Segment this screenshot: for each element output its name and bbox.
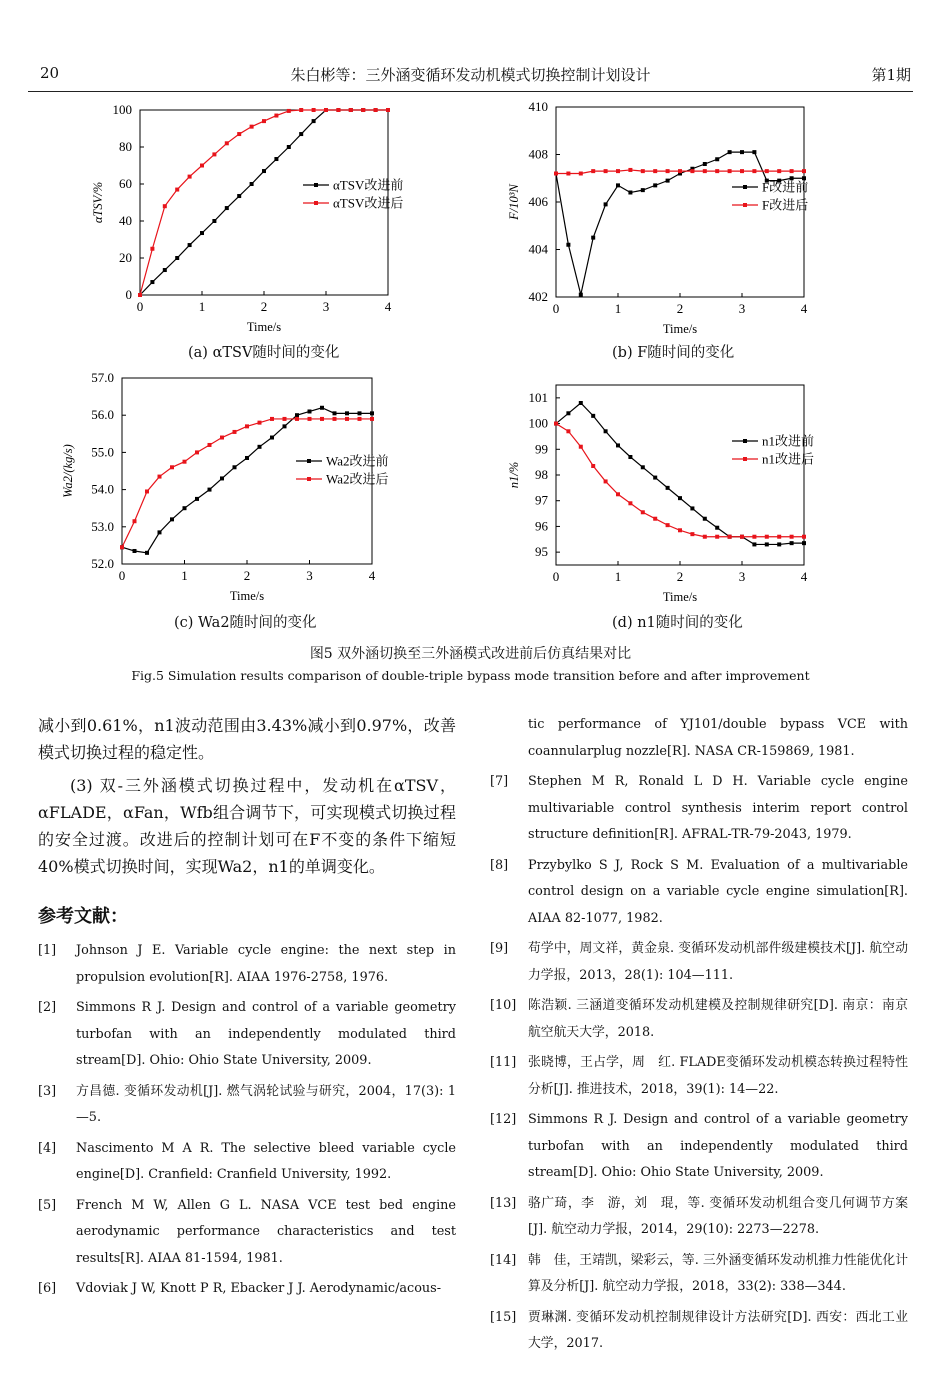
data-point [188, 175, 192, 179]
data-point [287, 145, 291, 149]
page-number: 20 [40, 64, 60, 82]
data-point [336, 108, 340, 112]
data-point [150, 247, 154, 251]
data-point [566, 243, 570, 247]
reference-item [490, 1248, 908, 1301]
data-point [641, 465, 645, 469]
data-point [566, 411, 570, 415]
y-tick-label: 97 [535, 492, 548, 508]
data-point [604, 479, 608, 483]
reference-text: Nascimento M A R. The selective bleed variable cycle engine[D]. Cranfield: Cranfield University, 1992. [76, 1140, 456, 1182]
legend-label: Wa2改进后 [326, 471, 389, 487]
data-point [274, 157, 278, 161]
data-point [628, 455, 632, 459]
y-tick-label: 101 [528, 389, 548, 405]
chart-b-thrust [470, 95, 941, 345]
data-point [566, 429, 570, 433]
data-point [554, 172, 558, 176]
data-point [358, 417, 362, 421]
data-point [802, 541, 806, 545]
chart-a-alpha-tsv [0, 95, 470, 345]
x-tick-label: 4 [800, 569, 808, 584]
reference-item [38, 1193, 456, 1273]
left-column [38, 712, 456, 1307]
reference-number: [14] [490, 1252, 517, 1268]
data-point [604, 169, 608, 173]
reference-text: 方昌德. 变循环发动机[J]. 燃气涡轮试验与研究，2004，17(3): 1—5. [76, 1083, 456, 1125]
data-point [802, 169, 806, 173]
reference-item [490, 993, 908, 1046]
data-point [133, 549, 137, 553]
y-tick-label: 98 [535, 467, 548, 482]
reference-text: 陈浩颖. 三涵道变循环发动机建模及控制规律研究[D]. 南京：南京航空航天大学，2018. [528, 998, 908, 1040]
data-point [579, 401, 583, 405]
subcaption-d: (d) n1随时间的变化 [612, 615, 743, 631]
references-list-right [490, 712, 908, 1358]
references-list-left [38, 938, 456, 1303]
data-point [765, 542, 769, 546]
data-point [641, 510, 645, 514]
y-tick-label: 53.0 [91, 518, 114, 534]
data-point [283, 417, 287, 421]
data-point [262, 169, 266, 173]
data-point [163, 204, 167, 208]
reference-text: Stephen M R, Ronald L D H. Variable cycle engine multivariable control synthesis interim report control structure definition[R]. AFRAL-TR-79-2043, 1979. [528, 774, 908, 842]
data-point [183, 506, 187, 510]
x-tick-label: 2 [243, 568, 251, 583]
reference-number: [12] [490, 1112, 517, 1127]
data-point [195, 450, 199, 454]
data-point [120, 545, 124, 549]
data-point [312, 108, 316, 112]
legend-label: αTSV改进后 [333, 195, 404, 211]
x-tick-label: 1 [614, 569, 622, 584]
data-point [225, 141, 229, 145]
data-point [690, 506, 694, 510]
reference-number: [2] [38, 1000, 57, 1015]
data-point [728, 150, 732, 154]
data-point [765, 169, 769, 173]
reference-number: [8] [490, 857, 509, 873]
data-point [765, 535, 769, 539]
data-point [740, 150, 744, 154]
header-rule [28, 91, 913, 92]
data-point [690, 169, 694, 173]
reference-text: 苟学中，周文祥，黄金泉. 变循环发动机部件级建模技术[J]. 航空动力学报，2013，28(1): 104—111. [528, 941, 908, 983]
data-point [250, 125, 254, 129]
x-tick-label: 2 [676, 569, 684, 584]
x-axis-label: Time/s [662, 322, 698, 336]
legend-label: F改进前 [762, 179, 809, 195]
legend-marker [743, 203, 747, 207]
x-tick-label: 2 [676, 301, 684, 316]
data-point [641, 188, 645, 192]
data-point [628, 168, 632, 172]
data-point [283, 424, 287, 428]
x-tick-label: 3 [306, 568, 313, 583]
data-point [628, 191, 632, 195]
data-point [678, 528, 682, 532]
data-point [212, 152, 216, 156]
data-point [752, 535, 756, 539]
data-point [616, 183, 620, 187]
data-point [262, 119, 266, 123]
body-paragraph-2: (3) 双-三外涵模式切换过程中，发动机在αTSV，αFLADE，αFan，Wfb组合调节下，可实现模式切换过程的安全过渡。改进后的控制计划可在F不变的条件下缩短40%模式切换时间，实现Wa2，n1的单调变化。 [38, 776, 456, 876]
data-point [715, 157, 719, 161]
data-point [361, 108, 365, 112]
data-point [370, 411, 374, 415]
reference-item [490, 769, 908, 849]
data-point [666, 179, 670, 183]
reference-item [490, 1107, 908, 1187]
data-point [299, 132, 303, 136]
data-point [715, 169, 719, 173]
legend-marker [314, 183, 318, 187]
y-tick-label: 100 [112, 102, 132, 117]
data-point [175, 188, 179, 192]
data-point [678, 496, 682, 500]
data-point [245, 456, 249, 460]
data-point [158, 530, 162, 534]
data-point [616, 169, 620, 173]
body-paragraph-1: 减小到0.61%，n1波动范围由3.43%减小到0.97%，改善模式切换过程的稳定性。 [38, 716, 456, 762]
reference-text: 骆广琦，李 游，刘 琨，等. 变循环发动机组合变几何调节方案[J]. 航空动力学报，2014，29(10): 2273—2278. [528, 1195, 908, 1237]
reference-number: [13] [490, 1195, 517, 1211]
x-tick-label: 3 [322, 299, 330, 314]
reference-number: [4] [38, 1140, 57, 1156]
x-axis-label: Time/s [662, 590, 698, 604]
data-point [233, 465, 237, 469]
data-point [345, 417, 349, 421]
x-tick-label: 0 [552, 569, 560, 584]
data-point [200, 164, 204, 168]
data-point [802, 535, 806, 539]
reference-item [38, 1136, 456, 1189]
data-point [579, 293, 583, 297]
reference-item [490, 1191, 908, 1244]
data-point [579, 445, 583, 449]
data-point [790, 535, 794, 539]
y-tick-label: 80 [119, 139, 132, 154]
y-tick-label: 99 [535, 441, 548, 457]
reference-item [38, 1276, 456, 1303]
data-point [308, 417, 312, 421]
reference-item [490, 853, 908, 933]
reference-text: 韩 佳，王靖凯，梁彩云，等. 三外涵变循环发动机推力性能优化计算及分析[J]. 航空动力学报，2018，33(2): 338—344. [528, 1252, 908, 1294]
y-tick-label: 100 [528, 415, 548, 431]
data-point [666, 169, 670, 173]
chart-c-airflow [0, 365, 470, 610]
data-point [138, 293, 142, 297]
x-tick-label: 1 [614, 301, 622, 316]
y-tick-label: 406 [528, 194, 548, 209]
chart-d-fan-speed [470, 365, 941, 610]
data-point [628, 501, 632, 505]
reference-item [490, 936, 908, 989]
y-tick-label: 40 [119, 213, 132, 228]
data-point [320, 417, 324, 421]
y-tick-label: 0 [125, 287, 132, 302]
data-point [591, 464, 595, 468]
running-title: 朱白彬等：三外涵变循环发动机模式切换控制计划设计 [290, 66, 651, 84]
x-axis-label: Time/s [246, 320, 282, 334]
data-point [641, 169, 645, 173]
data-point [752, 542, 756, 546]
data-point [653, 169, 657, 173]
data-point [666, 486, 670, 490]
data-point [258, 421, 262, 425]
data-point [274, 114, 278, 118]
reference-item [38, 1079, 456, 1132]
data-point [690, 532, 694, 536]
data-point [287, 109, 291, 113]
data-point [349, 108, 353, 112]
reference-item [38, 995, 456, 1075]
data-point [358, 411, 362, 415]
data-point [740, 535, 744, 539]
legend-marker [307, 459, 311, 463]
right-column [490, 712, 908, 1362]
x-tick-label: 3 [738, 301, 746, 316]
reference-number: [11] [490, 1055, 517, 1070]
data-point [333, 417, 337, 421]
y-tick-label: 60 [119, 176, 132, 191]
data-point [374, 108, 378, 112]
x-tick-label: 4 [368, 568, 376, 583]
data-point [188, 243, 192, 247]
data-point [258, 445, 262, 449]
data-point [728, 535, 732, 539]
data-point [653, 183, 657, 187]
data-point [237, 194, 241, 198]
data-point [308, 409, 312, 413]
data-point [183, 460, 187, 464]
data-point [270, 417, 274, 421]
data-point [752, 150, 756, 154]
data-point [777, 169, 781, 173]
reference-item [490, 1305, 908, 1358]
y-tick-label: 56.0 [91, 407, 114, 423]
data-point [250, 182, 254, 186]
y-tick-label: 410 [528, 99, 548, 114]
reference-text: Simmons R J. Design and control of a variable geometry turbofan with an independently modulated third stream[D]. Ohio: Ohio State University, 2009. [528, 1112, 908, 1180]
data-point [703, 535, 707, 539]
reference-number: [1] [38, 943, 57, 958]
figure-caption-cn: 图5 双外涵切换至三外涵模式改进前后仿真结果对比 [309, 646, 632, 662]
legend-marker [743, 457, 747, 461]
series-line [556, 403, 804, 544]
data-point [740, 169, 744, 173]
x-tick-label: 2 [260, 299, 268, 314]
y-tick-label: 55.0 [91, 444, 114, 460]
data-point [777, 542, 781, 546]
x-tick-label: 1 [198, 299, 206, 314]
data-point [208, 488, 212, 492]
data-point [295, 417, 299, 421]
subcaption-b: (b) F随时间的变化 [612, 345, 735, 361]
y-tick-label: 96 [535, 518, 548, 534]
legend-label: n1改进前 [762, 433, 815, 449]
data-point [150, 280, 154, 284]
data-point [591, 169, 595, 173]
data-point [170, 517, 174, 521]
reference-text: Vdoviak J W, Knott P R, Ebacker J J. Aerodynamic/acous- [76, 1281, 442, 1296]
data-point [145, 551, 149, 555]
data-point [703, 517, 707, 521]
y-tick-label: 402 [528, 289, 548, 304]
data-point [237, 132, 241, 136]
references-heading: 参考文献： [38, 906, 128, 927]
data-point [715, 535, 719, 539]
data-point [270, 436, 274, 440]
data-point [220, 436, 224, 440]
data-point [554, 422, 558, 426]
x-tick-label: 0 [552, 301, 560, 316]
reference-item [490, 712, 908, 765]
x-axis-label: Time/s [229, 589, 265, 603]
y-tick-label: 54.0 [91, 481, 114, 497]
data-point [220, 476, 224, 480]
data-point [566, 172, 570, 176]
data-point [245, 424, 249, 428]
reference-number: [7] [490, 774, 509, 789]
y-tick-label: 95 [535, 544, 548, 560]
legend-marker [314, 201, 318, 205]
data-point [312, 119, 316, 123]
reference-number: [6] [38, 1281, 57, 1296]
x-tick-label: 3 [738, 569, 746, 584]
y-tick-label: 408 [528, 146, 548, 162]
legend-marker [743, 185, 747, 189]
reference-text: Simmons R J. Design and control of a variable geometry turbofan with an independently modulated third stream[D]. Ohio: Ohio State University, 2009. [76, 1000, 456, 1068]
legend-label: F改进后 [762, 197, 809, 213]
data-point [299, 108, 303, 112]
x-tick-label: 1 [181, 568, 188, 583]
reference-number: [3] [38, 1083, 57, 1099]
subcaption-c: (c) Wa2随时间的变化 [174, 615, 317, 631]
reference-number: [5] [38, 1197, 57, 1213]
data-point [200, 231, 204, 235]
data-point [208, 443, 212, 447]
data-point [163, 268, 167, 272]
reference-text: French M W, Allen G L. NASA VCE test bed engine aerodynamic performance characteristics and test results[R]. AIAA 81-1594, 1981. [76, 1197, 456, 1266]
x-tick-label: 0 [118, 568, 126, 583]
data-point [195, 497, 199, 501]
data-point [604, 202, 608, 206]
y-tick-label: 52.0 [91, 556, 114, 571]
data-point [133, 519, 137, 523]
legend-label: Wa2改进前 [326, 453, 389, 469]
reference-text: tic performance of YJ101/double bypass VCE with coannularplug nozzle[R]. NASA CR-159869, 1981. [528, 717, 908, 759]
data-point [616, 443, 620, 447]
reference-text: 张晓博，王占学，周 红. FLADE变循环发动机模态转换过程特性分析[J]. 推进技术，2018，39(1): 14—22. [528, 1055, 908, 1097]
data-point [790, 541, 794, 545]
legend-marker [743, 439, 747, 443]
figure-caption-en: Fig.5 Simulation results comparison of double-triple bypass mode transition before and after improvement [131, 668, 810, 683]
data-point [790, 169, 794, 173]
reference-text: Przybylko S J, Rock S M. Evaluation of a multivariable control design on a variable cycle engine simulation[R]. AIAA 82-1077, 1982. [528, 857, 908, 926]
y-axis-label: Wa2/(kg/s) [61, 444, 75, 498]
x-tick-label: 4 [800, 301, 808, 316]
data-point [752, 169, 756, 173]
reference-number: [9] [490, 941, 509, 956]
data-point [386, 108, 390, 112]
data-point [616, 492, 620, 496]
data-point [212, 219, 216, 223]
x-tick-label: 4 [384, 299, 392, 314]
data-point [728, 169, 732, 173]
reference-number: [10] [490, 998, 517, 1013]
data-point [666, 523, 670, 527]
reference-item [490, 1050, 908, 1103]
data-point [653, 476, 657, 480]
data-point [295, 413, 299, 417]
data-point [604, 429, 608, 433]
data-point [175, 256, 179, 260]
data-point [320, 406, 324, 410]
legend-label: n1改进后 [762, 451, 815, 467]
page-header [22, 62, 919, 86]
subcaption-a: (a) αTSV随时间的变化 [188, 345, 340, 361]
data-point [145, 489, 149, 493]
data-point [345, 411, 349, 415]
data-point [653, 517, 657, 521]
legend-marker [307, 477, 311, 481]
data-point [591, 414, 595, 418]
y-tick-label: 57.0 [91, 370, 114, 385]
reference-item [38, 938, 456, 991]
data-point [158, 475, 162, 479]
data-point [324, 108, 328, 112]
x-tick-label: 0 [136, 299, 144, 314]
reference-text: Johnson J E. Variable cycle engine: the next step in propulsion evolution[R]. AIAA 1976-2758, 1976. [76, 943, 456, 985]
y-tick-label: 404 [528, 241, 548, 257]
y-tick-label: 20 [119, 250, 132, 265]
data-point [579, 172, 583, 176]
legend-label: αTSV改进前 [333, 177, 404, 193]
data-point [333, 411, 337, 415]
data-point [715, 526, 719, 530]
data-point [678, 169, 682, 173]
data-point [777, 535, 781, 539]
data-point [703, 162, 707, 166]
issue-label: 第1期 [871, 66, 911, 84]
data-point [170, 465, 174, 469]
reference-text: 贾琳渊. 变循环发动机控制规律设计方法研究[D]. 西安：西北工业大学，2017. [528, 1309, 908, 1351]
data-point [591, 236, 595, 240]
data-point [225, 206, 229, 210]
y-axis-label: n1/% [507, 461, 521, 489]
y-axis-label: F/10³N [507, 184, 521, 220]
data-point [370, 417, 374, 421]
data-point [233, 430, 237, 434]
data-point [703, 169, 707, 173]
reference-number: [15] [490, 1309, 517, 1325]
y-axis-label: αTSV/% [91, 181, 105, 224]
